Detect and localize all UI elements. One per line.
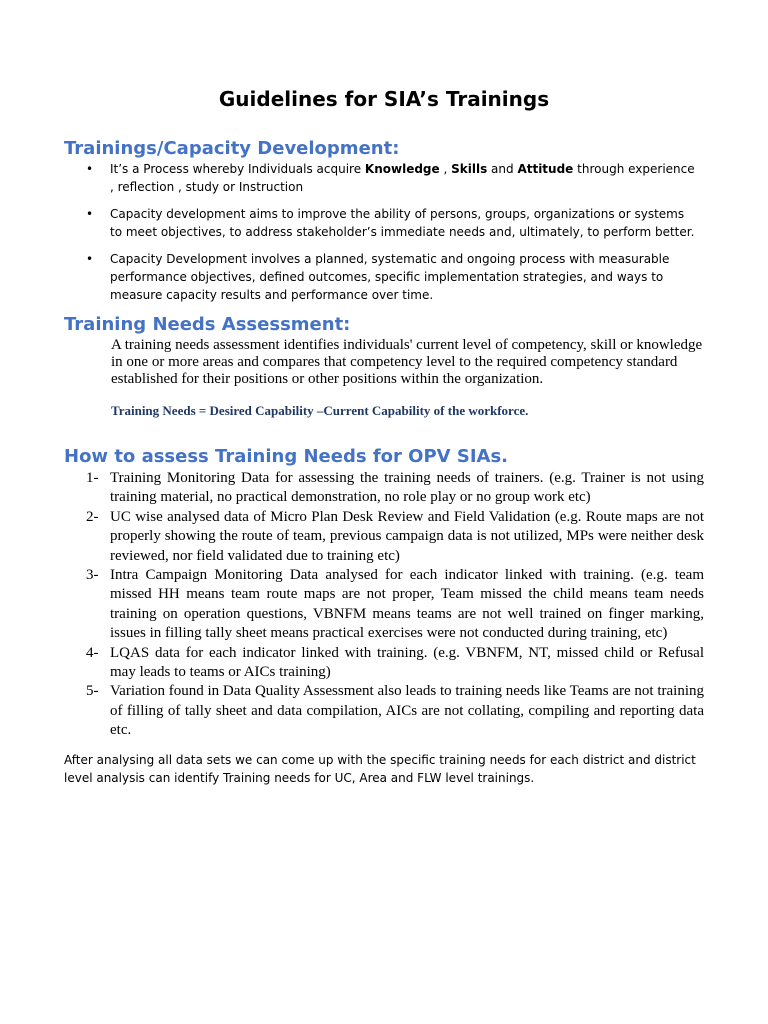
document-title: Guidelines for SIA’s Trainings bbox=[218, 87, 550, 111]
bullet-text-part: It’s a Process whereby Individuals acquire bbox=[110, 162, 365, 176]
bullet-text: Capacity development aims to improve the ability of persons, groups, organizations or systems to meet objectives, to address stakeholder’s immediate needs and, ultimately, to perform better. bbox=[110, 207, 695, 239]
step-number: 2- bbox=[86, 508, 99, 525]
keyword-knowledge: Knowledge bbox=[364, 162, 440, 176]
bullet-text-part: through experience , reflection , study or Instruction bbox=[110, 162, 695, 194]
step-text: Variation found in Data Quality Assessment also leads to training needs like Teams are not training of filling of tally sheet and data compilation, AICs are not collating, compiling and reporting data etc. bbox=[110, 683, 704, 739]
heading-how-to-assess: How to assess Training Needs for OPV SIAs. bbox=[64, 446, 509, 467]
bullet-icon: • bbox=[86, 207, 94, 221]
bullet-icon: • bbox=[86, 252, 94, 266]
step-item bbox=[64, 469, 704, 508]
bullet-text: Capacity Development involves a planned, systematic and ongoing process with measurable performance objectives, defined outcomes, specific implementation strategies, and ways to measure capacity results and performance over time. bbox=[110, 252, 670, 302]
assessment-steps-list bbox=[64, 469, 704, 741]
step-number: 5- bbox=[86, 683, 99, 700]
step-number: 4- bbox=[86, 644, 99, 661]
keyword-skills: Skills bbox=[451, 162, 488, 176]
closing-paragraph: After analysing all data sets we can come up with the specific training needs for each district and district level analysis can identify Training needs for UC, Area and FLW level trainings. bbox=[64, 753, 696, 785]
tna-paragraph: A training needs assessment identifies individuals' current level of competency, skill or knowledge in one or more areas and compares that competency level to the required competency standard established for their positions or other positions within the organization. bbox=[111, 337, 703, 387]
step-item bbox=[64, 508, 704, 566]
step-item bbox=[64, 644, 704, 683]
keyword-attitude: Attitude bbox=[517, 162, 574, 176]
bullet-text-part: , bbox=[439, 162, 452, 176]
bullet-icon: • bbox=[86, 162, 94, 176]
step-number: 3- bbox=[86, 567, 99, 584]
capacity-bullet-3 bbox=[86, 250, 696, 304]
step-item bbox=[64, 566, 704, 644]
step-text: UC wise analysed data of Micro Plan Desk Review and Field Validation (e.g. Route maps are not properly showing the route of team, previous campaign data is not utilized, MPs were neither desk reviewed, nor field validated due to training etc) bbox=[110, 508, 704, 564]
step-item bbox=[64, 682, 704, 740]
step-number: 1- bbox=[86, 470, 99, 486]
step-text: LQAS data for each indicator linked with training. (e.g. VBNFM, NT, missed child or Refusal may leads to teams or AICs training) bbox=[110, 644, 704, 681]
training-needs-formula: Training Needs = Desired Capability –Current Capability of the workforce. bbox=[111, 403, 529, 418]
bullet-text-part: and bbox=[487, 162, 518, 176]
step-text: Intra Campaign Monitoring Data analysed for each indicator linked with training. (e.g. team missed HH means team route maps are not proper, Team missed the child means team needs training on operation questions, VBNFM means teams are not well trained on finger marking, issues in filling tally sheet means practical exercises were not conducted during training, etc) bbox=[110, 567, 704, 642]
heading-capacity-development: Trainings/Capacity Development: bbox=[64, 138, 400, 159]
step-text: Training Monitoring Data for assessing the training needs of trainers. (e.g. Trainer is not using training material, no practical demonstration, no role play or no group work etc) bbox=[110, 470, 704, 506]
capacity-bullet-1 bbox=[86, 160, 696, 196]
heading-training-needs-assessment: Training Needs Assessment: bbox=[64, 314, 351, 335]
capacity-bullet-2 bbox=[86, 205, 696, 241]
